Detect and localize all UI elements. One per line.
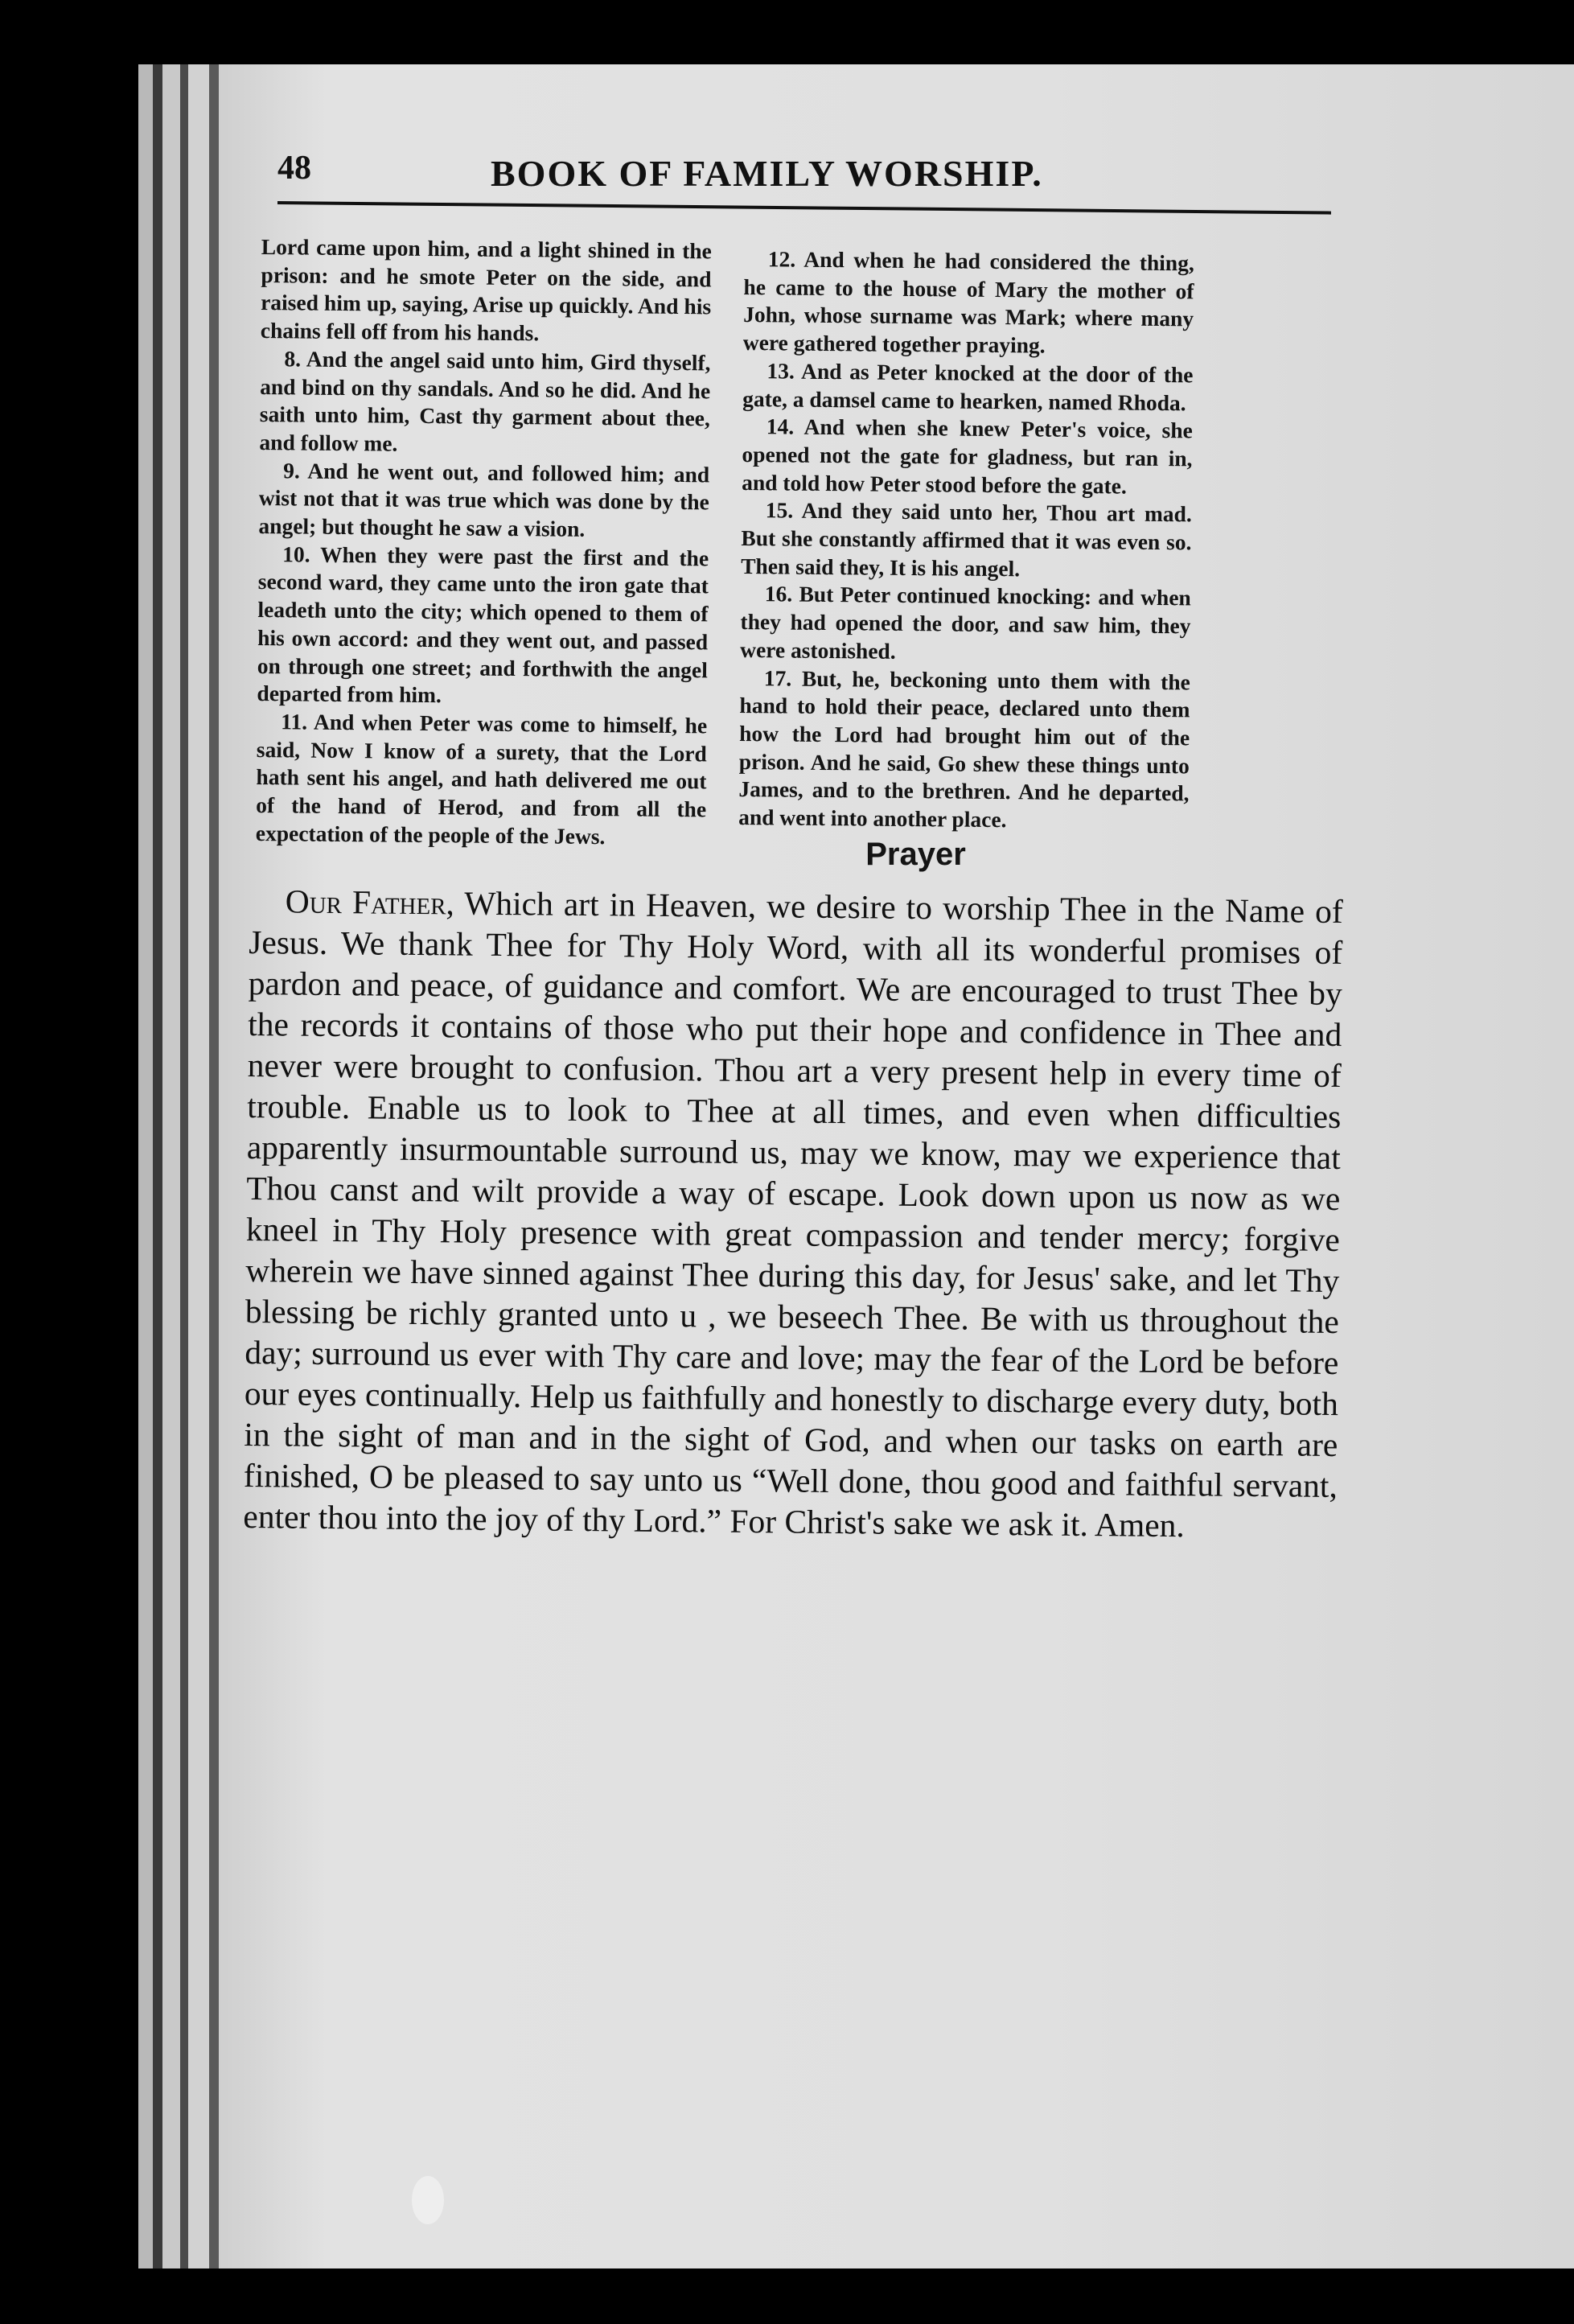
verse-text: 14. And when she knew Peter's voice, she opened not the gate for gladness, but ran in, and told how Peter stood before the gate. <box>742 413 1193 499</box>
page-header <box>277 149 1331 197</box>
page-number: 48 <box>277 150 311 187</box>
prayer-heading <box>0 837 1574 873</box>
verse-text: 16. But Peter continued knocking: and when they had opened the door, and saw him, they were astonished. <box>740 581 1191 664</box>
prayer-lead: Our Father, <box>285 882 455 922</box>
page-edge <box>180 64 188 2268</box>
prayer-heading-text: Prayer <box>865 837 966 872</box>
scripture-column-left <box>256 233 712 852</box>
verse-text: 12. And when he had considered the thing, he came to the house of Mary the mother of John, whose surname was Mark; where many were gathered together praying. <box>742 246 1194 358</box>
page-edge <box>153 64 162 2268</box>
page-edge <box>162 64 180 2268</box>
prayer-text <box>243 881 1343 1548</box>
page-edge <box>138 64 153 2268</box>
page-edge <box>188 64 209 2268</box>
running-head: BOOK OF FAMILY WORSHIP. <box>491 153 1043 194</box>
verse-text: 17. But, he, beckoning unto them with the hand to hold their peace, declared unto them how the Lord had brought him out of the prison. And he said, Go shew these things unto James, and to the brethren. And he departed, and went into another place. <box>738 664 1190 833</box>
verse-text: 8. And the angel said unto him, Gird thyself, and bind on thy sandals. And so he did. And he saith unto him, Cast thy garment about thee, and follow me. <box>259 346 711 456</box>
verse-text: Lord came upon him, and a light shined in the prison: and he smote Peter on the side, and raised him up, saying, Arise up quickly. And his chains fell off from his hands. <box>260 233 712 346</box>
prayer-body: Which art in Heaven, we desire to worship Thee in the Name of Jesus. We thank Thee for Thy Holy Word, with all its wonderful promises of pardon and peace, of guidance and comfort. We are encouraged to trust Thee by the records it contains of those who put their hope and confidence in Thee and never were brought to confusion. Thou art a very present help in every time of trouble. Enable us to look to Thee at all times, and even when difficulties apparently insurmountable surround us, may we know, may we experience that Thou canst and wilt provide a way of escape. Look down upon us now as we kneel in Thy Holy presence with great compassion and tender mercy; forgive wherein we have sinned against Thee during this day, for Jesus' sake, and let Thy blessing be richly granted unto u , we beseech Thee. Be with us throughout the day; surround us ever with Thy care and love; may the fear of the Lord be before our eyes continually. Help us faithfully and honestly to discharge every duty, both in the sight of man and in the sight of God, and when our tasks on earth are finished, O be pleased to say unto us “Well done, thou good and faithful servant, enter thou into the joy of thy Lord.” For Christ's sake we ask it. Amen. <box>243 884 1343 1545</box>
verse-text: 9. And he went out, and followed him; and wist not that it was true which was done by the angel; but thought he saw a vision. <box>258 457 710 541</box>
verse-text: 10. When they were past the first and the second ward, they came unto the iron gate that leadeth unto the city; which opened to them of his own accord: and they went out, and passed on through one street; and forthwith the angel departed from him. <box>257 541 709 708</box>
page-edge <box>209 64 219 2268</box>
verse-text: 11. And when Peter was come to himself, he said, Now I know of a surety, that the Lord hath sent his angel, and hath delivered me out of the hand of Herod, and from all the expectation of the people of the Jews. <box>255 709 708 849</box>
scripture-column-right <box>738 245 1194 836</box>
verse-text: 15. And they said unto her, Thou art mad. But she constantly affirmed that it was even so. Then said they, It is his angel. <box>741 497 1192 582</box>
verse-text: 13. And as Peter knocked at the door of the gate, a damsel came to hearken, named Rhoda. <box>742 358 1194 415</box>
paper-blemish <box>412 2176 444 2224</box>
